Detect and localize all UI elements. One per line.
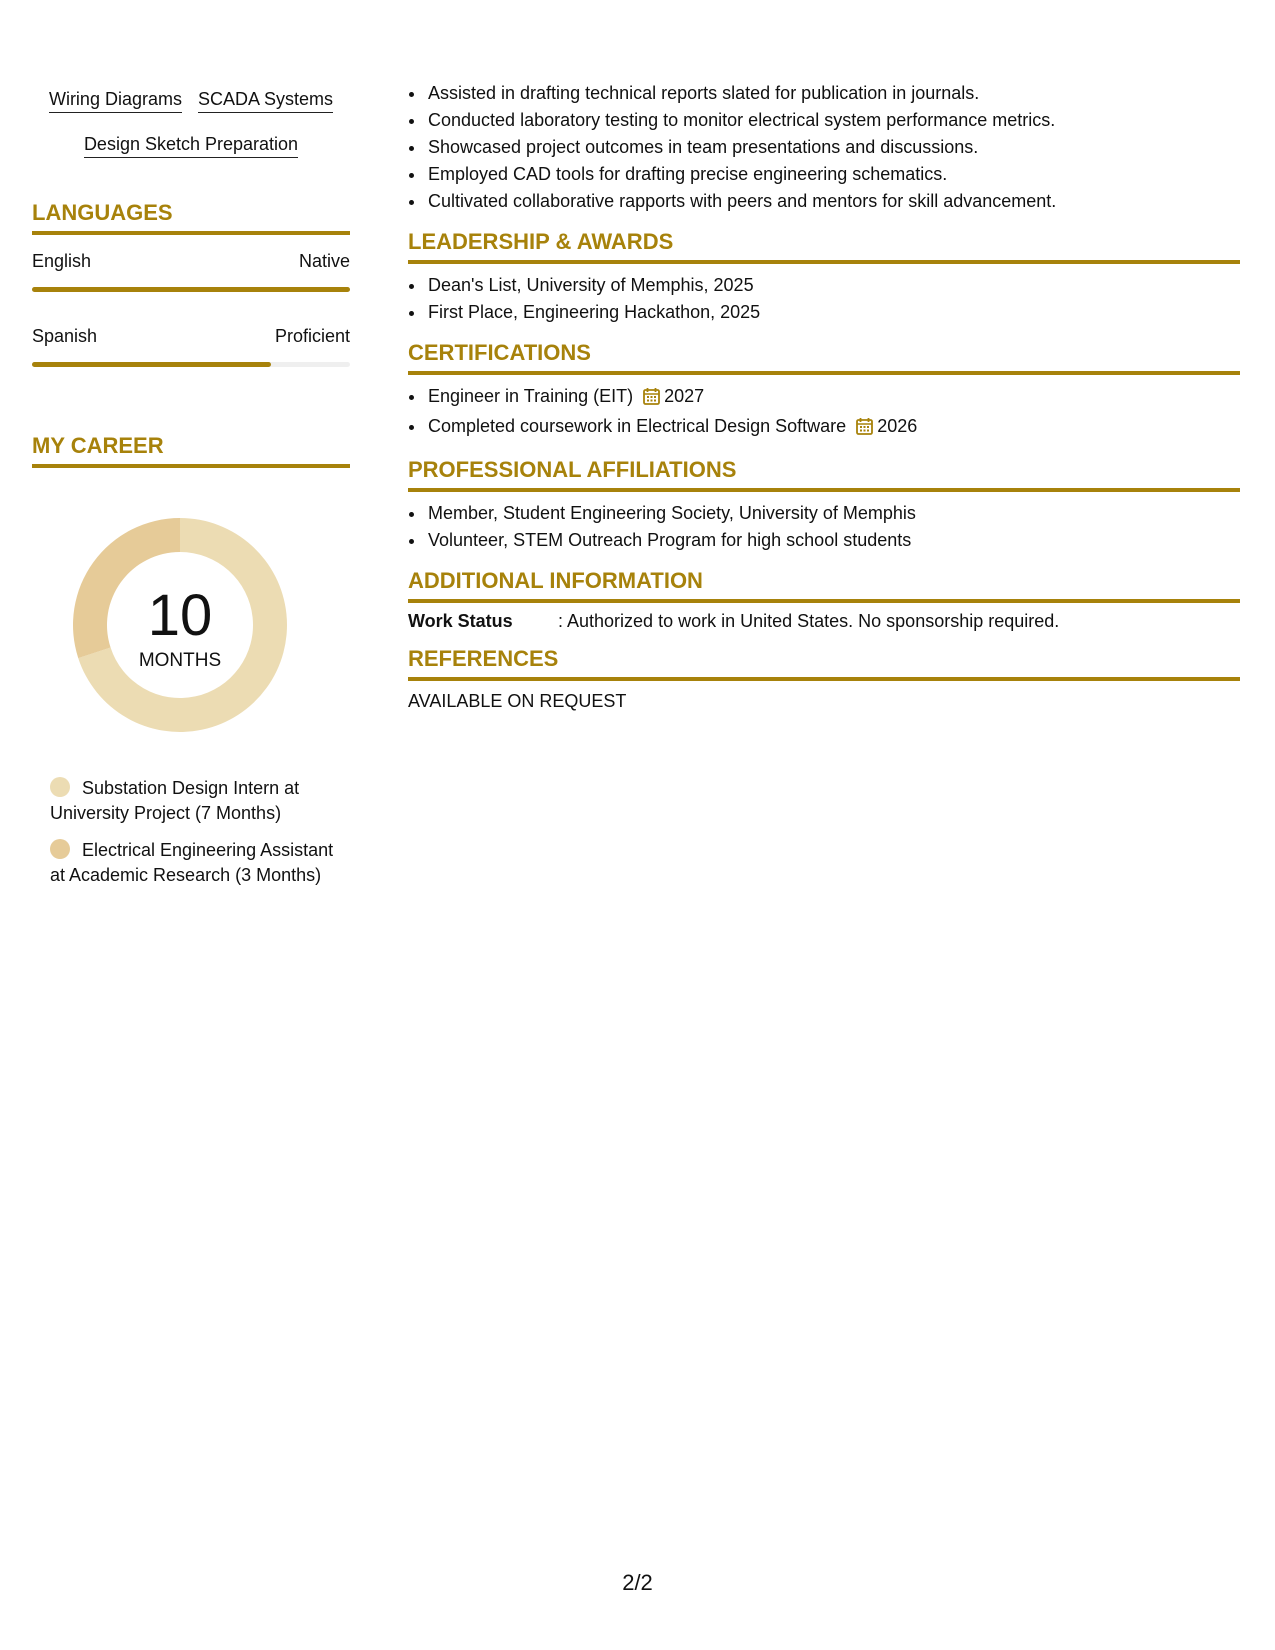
languages-heading: LANGUAGES: [32, 202, 350, 235]
experience-bullet: • Cultivated collaborative rapports with peers and mentors for skill advancement.: [426, 188, 1240, 215]
leadership-heading: LEADERSHIP & AWARDS: [408, 231, 1240, 264]
certification-item: [426, 383, 1240, 413]
affiliation-item: • Member, Student Engineering Society, University of Memphis: [426, 500, 1240, 527]
references-heading: REFERENCES: [408, 648, 1240, 681]
leadership-item: • Dean's List, University of Memphis, 2025: [426, 272, 1240, 299]
certification-item: [426, 413, 1240, 443]
language-bar-fill: [32, 362, 271, 367]
certifications-heading: CERTIFICATIONS: [408, 342, 1240, 375]
language-bar-fill: [32, 287, 350, 292]
career-total-number: 10: [147, 583, 213, 648]
language-bar: [32, 287, 350, 292]
affiliation-item: • Volunteer, STEM Outreach Program for high school students: [426, 527, 1240, 554]
experience-bullet: • Conducted laboratory testing to monitor electrical system performance metrics.: [426, 107, 1240, 134]
career-total-unit: MONTHS: [138, 650, 222, 671]
career-legend-item: [50, 776, 350, 826]
skill-tag: SCADA Systems: [198, 90, 333, 113]
experience-bullet: • Assisted in drafting technical reports slated for publication in journals.: [426, 80, 1240, 107]
additional-info-heading: ADDITIONAL INFORMATION: [408, 570, 1240, 603]
skills-tags: [32, 80, 350, 170]
language-item: [32, 251, 350, 292]
certification-name: Completed coursework in Electrical Design Software: [428, 416, 847, 436]
career-legend-item: [50, 838, 350, 888]
certifications-list: [408, 383, 1240, 443]
certification-name: Engineer in Training (EIT): [428, 386, 634, 406]
left-column: [32, 80, 350, 900]
career-donut-chart: [67, 512, 293, 738]
career-section: [32, 435, 350, 888]
certification-year: 2026: [877, 416, 918, 436]
leadership-item: • First Place, Engineering Hackathon, 2025: [426, 299, 1240, 326]
language-bar: [32, 362, 350, 367]
affiliations-heading: PROFESSIONAL AFFILIATIONS: [408, 459, 1240, 492]
language-item: [32, 326, 350, 367]
career-entry-label: Substation Design Intern at University Project (7 Months): [50, 778, 300, 823]
career-legend: [50, 776, 350, 888]
experience-bullet: • Showcased project outcomes in team presentations and discussions.: [426, 134, 1240, 161]
career-heading: MY CAREER: [32, 435, 350, 468]
calendar-icon: [643, 386, 660, 413]
career-entry-label: Electrical Engineering Assistant at Academic Research (3 Months): [50, 840, 334, 885]
legend-dot: [50, 839, 70, 859]
donut-center: [67, 512, 293, 738]
language-name: English: [32, 251, 92, 271]
leadership-list: [408, 272, 1240, 326]
experience-bullet: • Employed CAD tools for drafting precise engineering schematics.: [426, 161, 1240, 188]
affiliations-list: [408, 500, 1240, 554]
legend-dot: [50, 777, 70, 797]
skill-tag: Design Sketch Preparation: [84, 135, 298, 158]
certification-year: 2027: [664, 386, 705, 406]
languages-list: [32, 251, 350, 367]
language-name: Spanish: [32, 326, 98, 346]
work-status-label: Work Status: [408, 611, 513, 631]
work-status-row: [408, 611, 1240, 632]
page-number: 2/2: [622, 1570, 653, 1595]
language-level: Proficient: [274, 326, 350, 346]
language-level: Native: [298, 251, 350, 271]
references-text: AVAILABLE ON REQUEST: [408, 691, 627, 711]
skill-tag: Wiring Diagrams: [49, 90, 182, 113]
experience-bullets: [408, 80, 1240, 215]
calendar-icon: [856, 416, 873, 443]
work-status-value: : Authorized to work in United States. No sponsorship required.: [558, 611, 1060, 631]
right-column: [408, 80, 1240, 712]
